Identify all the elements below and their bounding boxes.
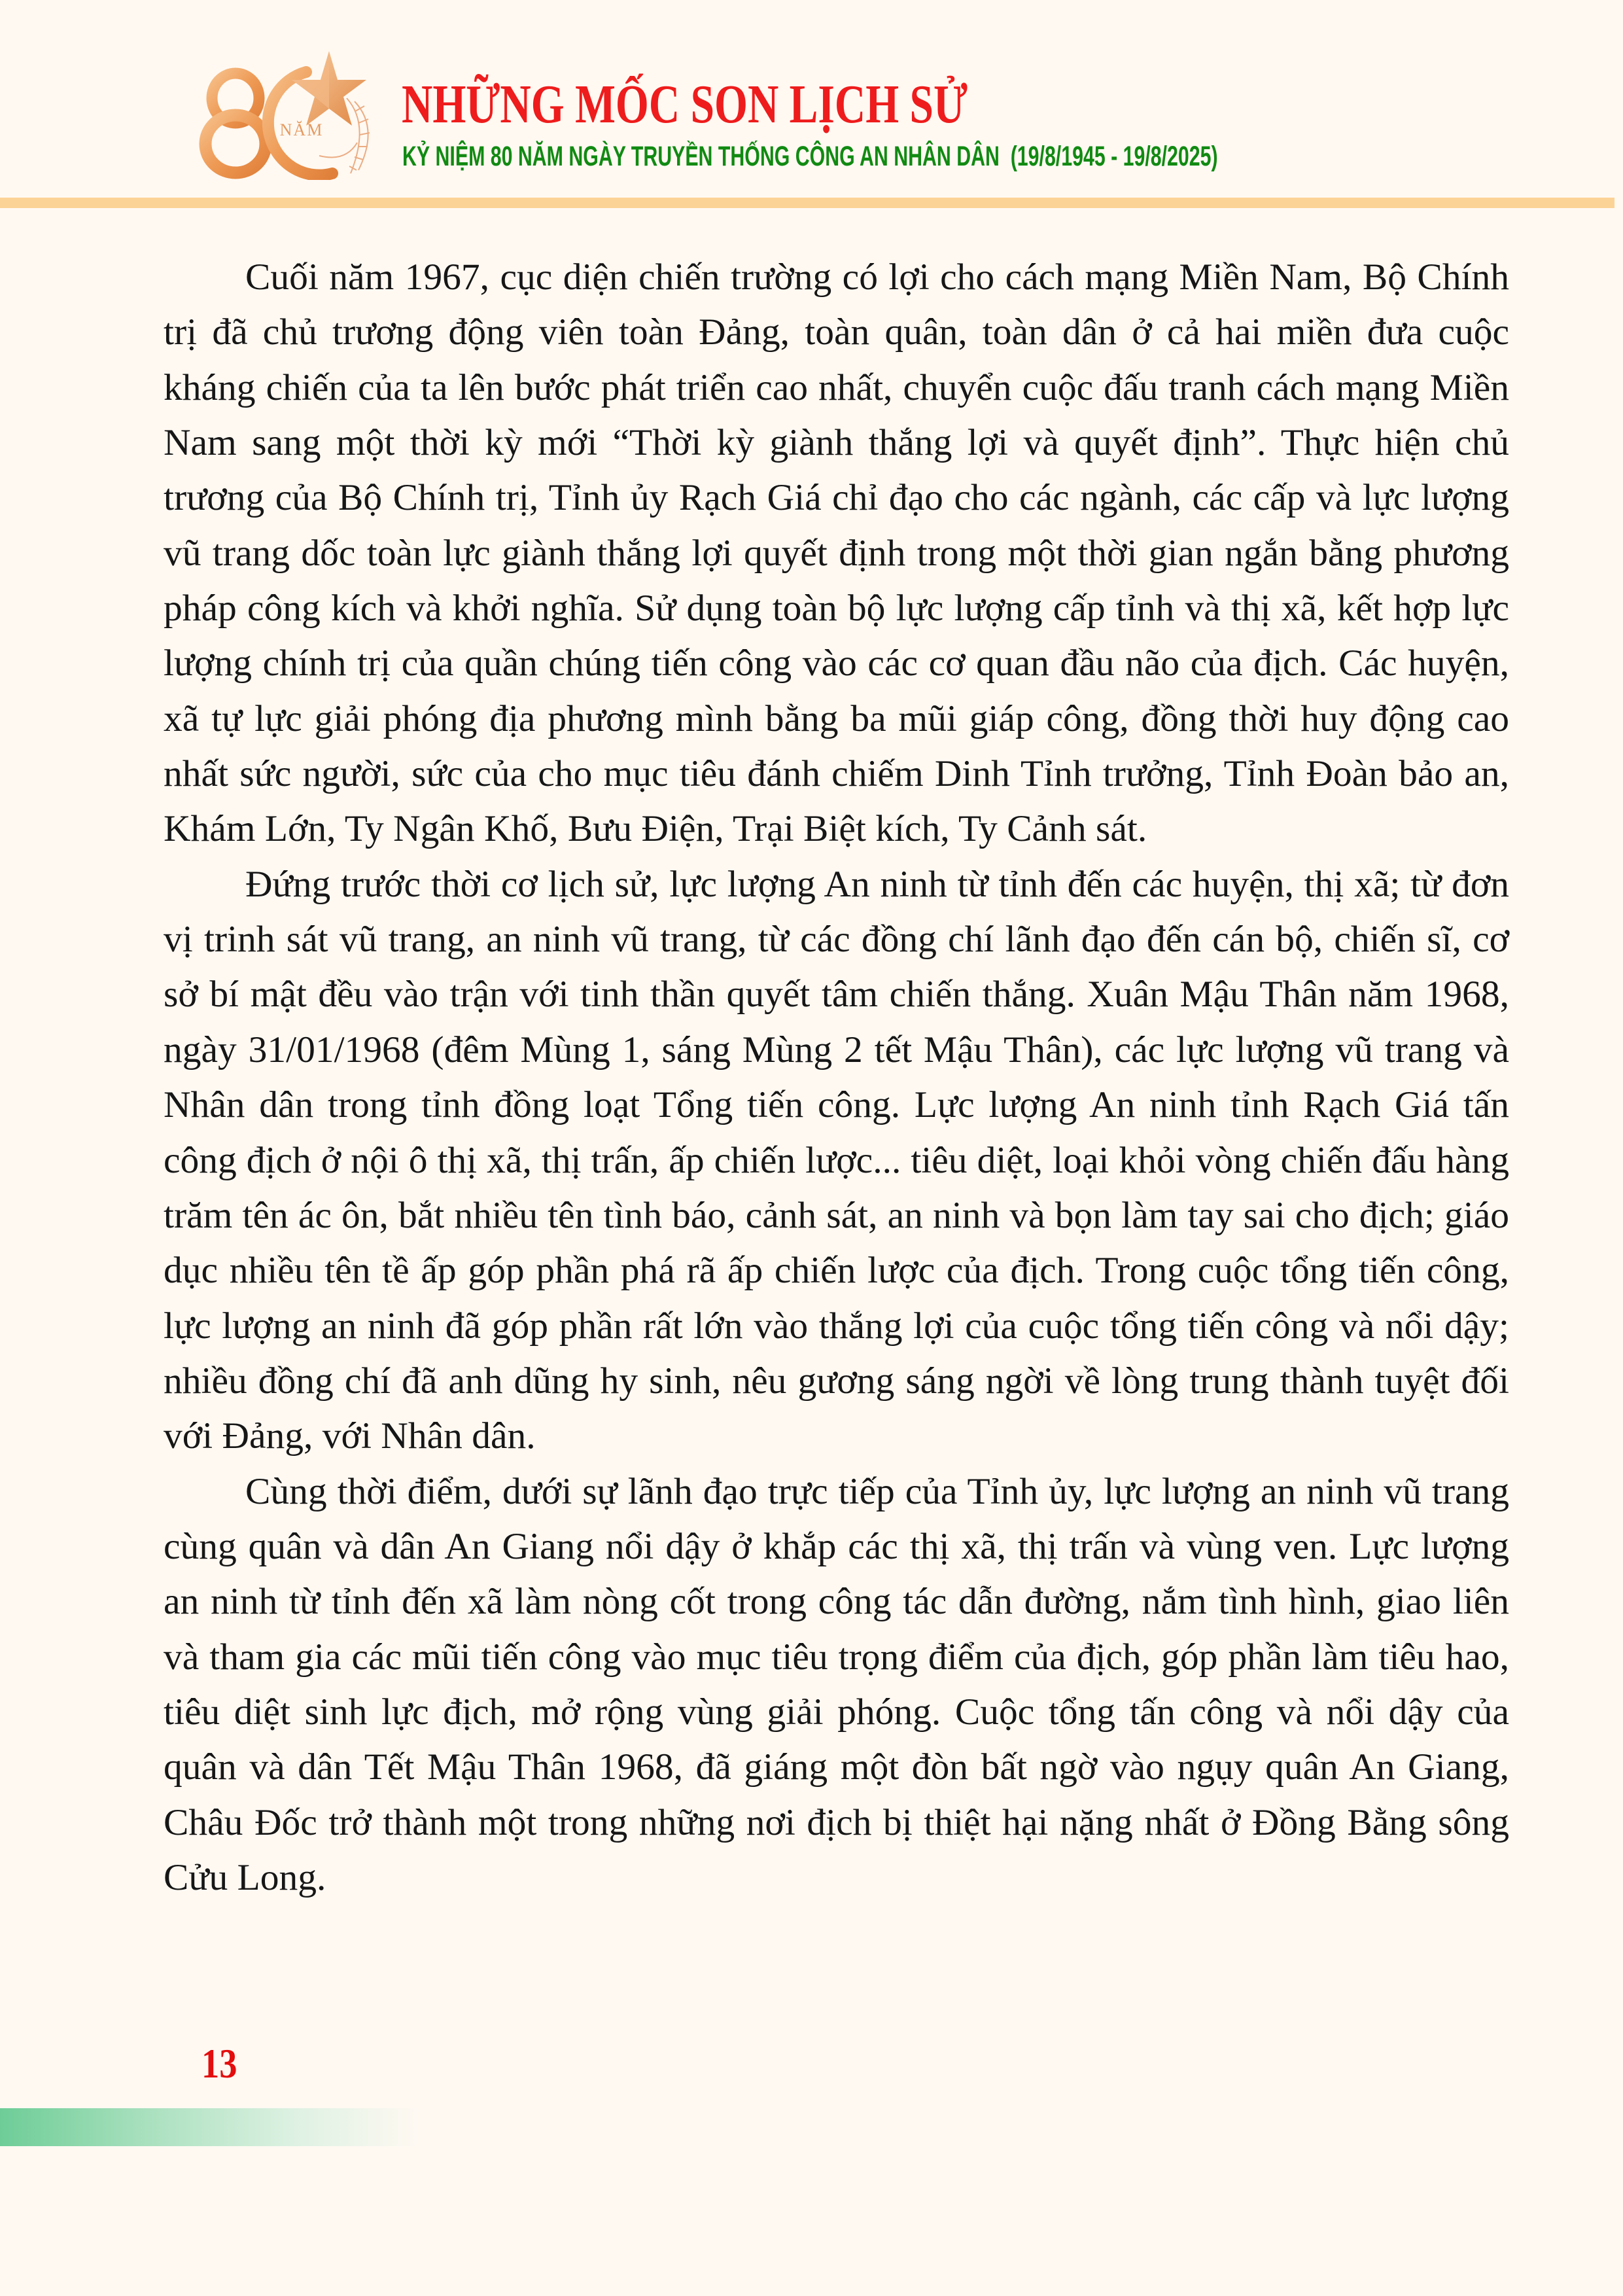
page-subtitle: KỶ NIỆM 80 NĂM NGÀY TRUYỀN THỐNG CÔNG AN NHÂN DÂN (19/8/1945 - 19/8/2025) (402, 141, 1218, 172)
digit-eight (205, 73, 266, 173)
page-number: 13 (201, 2040, 237, 2087)
page-title: NHỮNG MỐC SON LỊCH SỬ (402, 74, 968, 135)
paragraph: Cùng thời điểm, dưới sự lãnh đạo trực tiếp của Tỉnh ủy, lực lượng an ninh vũ trang cùng quân và dân An Giang nổi dậy ở khắp các thị xã, thị trấn và vùng ven. Lực lượng an ninh từ tỉnh đến xã làm nòng cốt trong công tác dẫn đường, nắm tình hình, giao liên và tham gia các mũi tiến công vào mục tiêu trọng điểm của địch, góp phần làm tiêu hao, tiêu diệt sinh lực địch, mở rộng vùng giải phóng. Cuộc tổng tấn công và nổi dậy của quân và dân Tết Mậu Thân 1968, đã giáng một đòn bất ngờ vào ngụy quân An Giang, Châu Đốc trở thành một trong những nơi địch bị thiệt hại nặng nhất ở Đồng Bằng sông Cửu Long. (164, 1470, 1509, 1898)
paragraph: Cuối năm 1967, cục diện chiến trường có lợi cho cách mạng Miền Nam, Bộ Chính trị đã chủ trương động viên toàn Đảng, toàn quân, toàn dân ở cả hai miền đưa cuộc kháng chiến của ta lên bước phát triển cao nhất, chuyển cuộc đấu tranh cách mạng Miền Nam sang một thời kỳ mới “Thời kỳ giành thắng lợi và quyết định”. Thực hiện chủ trương của Bộ Chính trị, Tỉnh ủy Rạch Giá chỉ đạo cho các ngành, các cấp và lực lượng vũ trang dốc toàn lực giành thắng lợi quyết định trong một thời gian ngắn bằng phương pháp công kích và khởi nghĩa. Sử dụng toàn bộ lực lượng cấp tỉnh và thị xã, kết hợp lực lượng chính trị của quần chúng tiến công vào các cơ quan đầu não của địch. Các huyện, xã tự lực giải phóng địa phương mình bằng ba mũi giáp công, đồng thời huy động cao nhất sức người, sức của cho mục tiêu đánh chiếm Dinh Tỉnh trưởng, Tỉnh Đoàn bảo an, Khám Lớn, Ty Ngân Khố, Bưu Điện, Trại Biệt kích, Ty Cảnh sát. (164, 256, 1509, 850)
footer-gradient-bar (0, 2108, 419, 2146)
article-body (164, 250, 1509, 1905)
paragraph: Đứng trước thời cơ lịch sử, lực lượng An ninh từ tỉnh đến các huyện, thị xã; từ đơn vị trinh sát vũ trang, an ninh vũ trang, từ các đồng chí lãnh đạo đến cán bộ, chiến sĩ, cơ sở bí mật đều vào trận với tinh thần quyết tâm chiến thắng. Xuân Mậu Thân năm 1968, ngày 31/01/1968 (đêm Mùng 1, sáng Mùng 2 tết Mậu Thân), các lực lượng vũ trang và Nhân dân trong tỉnh đồng loạt Tổng tiến công. Lực lượng An ninh tỉnh Rạch Giá tấn công địch ở nội ô thị xã, thị trấn, ấp chiến lược... tiêu diệt, loại khỏi vòng chiến đấu hàng trăm tên ác ôn, bắt nhiều tên tình báo, cảnh sát, an ninh và bọn làm tay sai cho địch; giáo dục nhiều tên tề ấp góp phần phá rã ấp chiến lược của địch. Trong cuộc tổng tiến công, lực lượng an ninh đã góp phần rất lớn vào thắng lợi của cuộc tổng tiến công và nổi dậy; nhiều đồng chí đã anh dũng hy sinh, nêu gương sáng ngời về lòng trung thành tuyệt đối với Đảng, với Nhân dân. (164, 863, 1509, 1457)
logo-label: NĂM (279, 120, 324, 139)
star-icon (292, 51, 366, 126)
header-divider-band (0, 198, 1614, 208)
anniversary-80-logo (195, 46, 398, 180)
